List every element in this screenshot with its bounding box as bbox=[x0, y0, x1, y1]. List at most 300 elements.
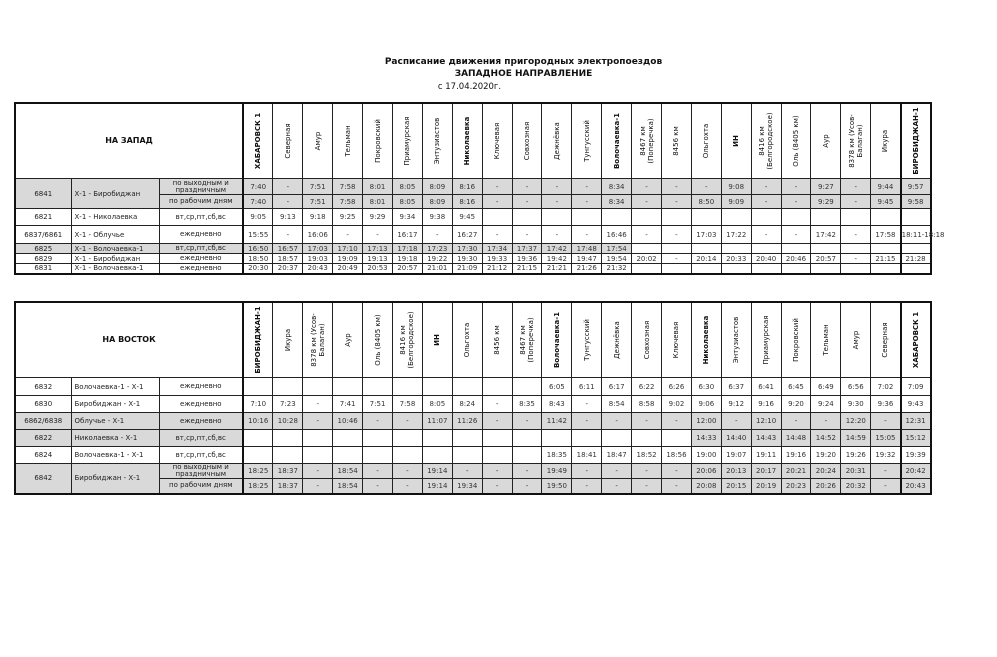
time-cell: 18:57 bbox=[273, 254, 303, 264]
station-header bbox=[482, 302, 512, 378]
time-cell: 17:03 bbox=[691, 226, 721, 244]
time-cell: 7:51 bbox=[303, 195, 333, 209]
train-row bbox=[15, 413, 931, 430]
time-cell: 20:53 bbox=[363, 264, 393, 274]
time-cell: 9:44 bbox=[871, 179, 901, 195]
station-header bbox=[841, 103, 871, 179]
time-cell: 18:35 bbox=[542, 447, 572, 464]
time-cell: - bbox=[512, 195, 542, 209]
train-number: 6842 bbox=[15, 464, 71, 494]
time-cell: - bbox=[422, 226, 452, 244]
time-cell: 20:57 bbox=[811, 254, 841, 264]
time-cell: 14:43 bbox=[751, 430, 781, 447]
time-cell: - bbox=[841, 226, 871, 244]
time-cell: 11:07 bbox=[422, 413, 452, 430]
operating-days: ежедневно bbox=[159, 226, 243, 244]
time-cell: 20:30 bbox=[243, 264, 273, 274]
time-cell: - bbox=[542, 179, 572, 195]
station-name: Ключевая bbox=[672, 321, 681, 359]
operating-days: по выходным и праздничным bbox=[159, 179, 243, 195]
train-number: 6821 bbox=[15, 209, 71, 226]
station-header bbox=[243, 302, 273, 378]
station-name: 8416 км (Белгородское) bbox=[399, 311, 416, 369]
time-cell: 7:40 bbox=[243, 179, 273, 195]
station-header bbox=[721, 302, 751, 378]
time-cell bbox=[422, 447, 452, 464]
time-cell bbox=[632, 264, 662, 274]
time-cell bbox=[303, 430, 333, 447]
train-route: Волочаевка-1 - Х-1 bbox=[71, 447, 159, 464]
time-cell bbox=[632, 430, 662, 447]
station-name: Совхозная bbox=[522, 121, 531, 161]
station-name: Аур bbox=[343, 333, 352, 347]
time-cell: - bbox=[452, 464, 482, 479]
station-header bbox=[841, 302, 871, 378]
station-name: ИН bbox=[732, 135, 741, 147]
time-cell: 7:58 bbox=[333, 179, 363, 195]
time-cell: - bbox=[303, 396, 333, 413]
train-row bbox=[15, 254, 931, 264]
time-cell bbox=[452, 447, 482, 464]
station-header bbox=[662, 302, 692, 378]
time-cell: - bbox=[333, 226, 363, 244]
time-cell: 9:43 bbox=[901, 396, 931, 413]
time-cell: - bbox=[273, 226, 303, 244]
time-cell: 19:54 bbox=[602, 254, 632, 264]
time-cell: - bbox=[572, 226, 602, 244]
station-header bbox=[333, 103, 363, 179]
time-cell: - bbox=[273, 179, 303, 195]
time-cell: 18:11-18:18 bbox=[901, 226, 931, 244]
time-cell: 18:37 bbox=[273, 479, 303, 494]
time-cell: 6:41 bbox=[751, 378, 781, 396]
station-name: Волочаевка-1 bbox=[612, 112, 621, 170]
time-cell: 18:47 bbox=[602, 447, 632, 464]
time-cell: - bbox=[512, 179, 542, 195]
time-cell: 9:05 bbox=[243, 209, 273, 226]
time-cell bbox=[572, 209, 602, 226]
direction-title: ЗАПАДНОЕ НАПРАВЛЕНИЕ bbox=[454, 69, 593, 79]
time-cell: - bbox=[363, 464, 393, 479]
time-cell: - bbox=[691, 179, 721, 195]
time-cell: 20:13 bbox=[721, 464, 751, 479]
time-cell: 15:05 bbox=[871, 430, 901, 447]
station-header bbox=[333, 302, 363, 378]
time-cell bbox=[751, 209, 781, 226]
time-cell: 16:50 bbox=[243, 244, 273, 254]
time-cell: 20:08 bbox=[691, 479, 721, 494]
time-cell: 19:39 bbox=[901, 447, 931, 464]
station-name: Тунгусский bbox=[582, 319, 591, 361]
time-cell: 21:21 bbox=[542, 264, 572, 274]
time-cell: 17:42 bbox=[542, 244, 572, 254]
station-header bbox=[871, 103, 901, 179]
time-cell bbox=[482, 430, 512, 447]
time-cell bbox=[602, 430, 632, 447]
time-cell: 16:17 bbox=[392, 226, 422, 244]
time-cell: - bbox=[363, 479, 393, 494]
station-header bbox=[632, 103, 662, 179]
time-cell: 9:25 bbox=[333, 209, 363, 226]
station-header bbox=[661, 103, 691, 179]
station-header bbox=[542, 302, 572, 378]
time-cell: - bbox=[602, 479, 632, 494]
time-cell: 14:40 bbox=[721, 430, 751, 447]
station-header bbox=[871, 302, 901, 378]
time-cell bbox=[422, 378, 452, 396]
station-name: Амур bbox=[313, 131, 322, 151]
time-cell: 19:26 bbox=[841, 447, 871, 464]
time-cell: 21:12 bbox=[482, 264, 512, 274]
station-header bbox=[512, 302, 542, 378]
time-cell: - bbox=[662, 413, 692, 430]
time-cell bbox=[452, 430, 482, 447]
time-cell: 20:17 bbox=[751, 464, 781, 479]
time-cell: - bbox=[632, 226, 662, 244]
time-cell: 12:20 bbox=[841, 413, 871, 430]
time-cell: 21:15 bbox=[871, 254, 901, 264]
time-cell: - bbox=[572, 464, 602, 479]
time-cell: 9:16 bbox=[751, 396, 781, 413]
station-header bbox=[452, 302, 482, 378]
train-number: 6862/6838 bbox=[15, 413, 71, 430]
time-cell bbox=[273, 378, 303, 396]
time-cell: - bbox=[542, 195, 572, 209]
time-cell bbox=[512, 430, 542, 447]
station-name: Энтузиастов bbox=[732, 316, 741, 364]
time-cell: 17:42 bbox=[811, 226, 841, 244]
station-header bbox=[392, 103, 422, 179]
station-name: 8467 км (Поперечка) bbox=[638, 118, 655, 164]
time-cell: 19:42 bbox=[542, 254, 572, 264]
time-cell: 19:18 bbox=[392, 254, 422, 264]
time-cell: 7:10 bbox=[243, 396, 273, 413]
time-cell: - bbox=[841, 254, 871, 264]
time-cell bbox=[392, 430, 422, 447]
time-cell: 9:20 bbox=[781, 396, 811, 413]
time-cell: - bbox=[303, 479, 333, 494]
time-cell bbox=[721, 244, 751, 254]
time-cell: 8:16 bbox=[452, 195, 482, 209]
time-cell: 6:11 bbox=[572, 378, 602, 396]
time-cell bbox=[661, 244, 691, 254]
time-cell bbox=[512, 378, 542, 396]
time-cell: 14:52 bbox=[811, 430, 841, 447]
time-cell: 21:01 bbox=[422, 264, 452, 274]
time-cell bbox=[901, 209, 931, 226]
time-cell: 6:26 bbox=[662, 378, 692, 396]
time-cell: 6:22 bbox=[632, 378, 662, 396]
operating-days: по рабочим дням bbox=[159, 195, 243, 209]
time-cell: 9:02 bbox=[662, 396, 692, 413]
time-cell: 19:09 bbox=[333, 254, 363, 264]
station-name: Амур bbox=[851, 330, 860, 350]
time-cell: 20:23 bbox=[781, 479, 811, 494]
time-cell: 7:58 bbox=[392, 396, 422, 413]
time-cell: 18:37 bbox=[273, 464, 303, 479]
time-cell bbox=[871, 244, 901, 254]
train-route: Х-1 - Волочаевка-1 bbox=[71, 264, 159, 274]
station-name: Ольгохта bbox=[702, 123, 711, 159]
time-cell: 17:13 bbox=[363, 244, 393, 254]
time-cell: - bbox=[392, 464, 422, 479]
time-cell: 6:45 bbox=[781, 378, 811, 396]
train-route: Х-1 - Николаевка bbox=[71, 209, 159, 226]
time-cell: 19:00 bbox=[691, 447, 721, 464]
station-header bbox=[452, 103, 482, 179]
time-cell: 8:09 bbox=[422, 179, 452, 195]
station-name: Покровский bbox=[373, 119, 382, 163]
train-number: 6837/6861 bbox=[15, 226, 71, 244]
time-cell: - bbox=[662, 464, 692, 479]
station-name: Покровский bbox=[792, 318, 800, 362]
time-cell: 18:41 bbox=[572, 447, 602, 464]
time-cell: 19:34 bbox=[452, 479, 482, 494]
station-name: Икура bbox=[283, 328, 292, 352]
time-cell: 20:15 bbox=[721, 479, 751, 494]
time-cell bbox=[482, 209, 512, 226]
time-cell: 20:02 bbox=[632, 254, 662, 264]
time-cell: 17:18 bbox=[392, 244, 422, 254]
time-cell: 17:22 bbox=[721, 226, 751, 244]
time-cell: 19:16 bbox=[781, 447, 811, 464]
time-cell: - bbox=[482, 413, 512, 430]
time-cell: 18:50 bbox=[243, 254, 273, 264]
time-cell: 19:07 bbox=[721, 447, 751, 464]
time-cell bbox=[482, 378, 512, 396]
time-cell: 7:41 bbox=[333, 396, 363, 413]
time-cell: 19:47 bbox=[572, 254, 602, 264]
station-header bbox=[751, 302, 781, 378]
time-cell: 11:42 bbox=[542, 413, 572, 430]
time-cell bbox=[482, 447, 512, 464]
time-cell: 9:45 bbox=[452, 209, 482, 226]
time-cell: 8:50 bbox=[691, 195, 721, 209]
time-cell: 9:38 bbox=[422, 209, 452, 226]
time-cell bbox=[243, 430, 273, 447]
time-cell: 20:42 bbox=[901, 464, 931, 479]
time-cell: - bbox=[781, 226, 811, 244]
time-cell bbox=[841, 264, 871, 274]
train-row bbox=[15, 179, 931, 195]
time-cell: 10:16 bbox=[243, 413, 273, 430]
train-route: Биробиджан - Х-1 bbox=[71, 396, 159, 413]
station-header bbox=[691, 302, 721, 378]
time-cell: 9:36 bbox=[871, 396, 901, 413]
train-row bbox=[15, 264, 931, 274]
time-cell: - bbox=[632, 479, 662, 494]
time-cell: 18:54 bbox=[333, 464, 363, 479]
time-cell: 7:02 bbox=[871, 378, 901, 396]
time-cell: 19:50 bbox=[542, 479, 572, 494]
time-cell: 14:48 bbox=[781, 430, 811, 447]
time-cell: - bbox=[871, 413, 901, 430]
time-cell bbox=[303, 447, 333, 464]
time-cell: 19:30 bbox=[452, 254, 482, 264]
time-cell: 7:51 bbox=[363, 396, 393, 413]
time-cell: 8:05 bbox=[392, 195, 422, 209]
time-cell: 7:23 bbox=[273, 396, 303, 413]
time-cell: - bbox=[363, 226, 393, 244]
time-cell bbox=[871, 264, 901, 274]
time-cell bbox=[602, 209, 632, 226]
time-cell bbox=[303, 378, 333, 396]
station-header bbox=[811, 103, 841, 179]
time-cell: 7:51 bbox=[303, 179, 333, 195]
time-cell: 19:22 bbox=[422, 254, 452, 264]
time-cell bbox=[392, 378, 422, 396]
time-cell bbox=[542, 430, 572, 447]
time-cell bbox=[901, 244, 931, 254]
time-cell: 20:49 bbox=[333, 264, 363, 274]
time-cell: - bbox=[512, 413, 542, 430]
time-cell bbox=[661, 264, 691, 274]
time-cell: 9:57 bbox=[901, 179, 931, 195]
time-cell: - bbox=[512, 226, 542, 244]
time-cell bbox=[452, 378, 482, 396]
time-cell: 19:20 bbox=[811, 447, 841, 464]
time-cell: 18:54 bbox=[333, 479, 363, 494]
train-number: 6830 bbox=[15, 396, 71, 413]
station-name: Дежнёвка bbox=[552, 122, 561, 160]
train-number: 6831 bbox=[15, 264, 71, 274]
station-header bbox=[482, 103, 512, 179]
station-header bbox=[303, 302, 333, 378]
train-number: 6822 bbox=[15, 430, 71, 447]
time-cell: 9:58 bbox=[901, 195, 931, 209]
time-cell: 8:34 bbox=[602, 179, 632, 195]
station-header bbox=[901, 302, 931, 378]
time-cell: - bbox=[751, 179, 781, 195]
operating-days: по рабочим дням bbox=[159, 479, 243, 494]
time-cell: - bbox=[542, 226, 572, 244]
time-cell: 19:03 bbox=[303, 254, 333, 264]
station-name: Северная bbox=[283, 123, 292, 159]
effective-date: с 17.04.2020г. bbox=[437, 82, 502, 92]
train-route: Х-1 - Биробиджан bbox=[71, 179, 159, 209]
station-name: Тельман bbox=[343, 125, 352, 157]
station-header bbox=[363, 302, 393, 378]
train-route: Х-1 - Облучье bbox=[71, 226, 159, 244]
time-cell: - bbox=[602, 413, 632, 430]
time-cell bbox=[512, 209, 542, 226]
time-cell bbox=[542, 209, 572, 226]
direction-heading: НА ВОСТОК bbox=[15, 302, 243, 378]
time-cell: - bbox=[781, 179, 811, 195]
station-name: БИРОБИДЖАН-1 bbox=[911, 107, 920, 175]
station-name: Волочаевка-1 bbox=[552, 311, 561, 369]
time-cell bbox=[781, 264, 811, 274]
station-header bbox=[691, 103, 721, 179]
time-cell: - bbox=[632, 179, 662, 195]
time-cell: 9:12 bbox=[721, 396, 751, 413]
time-cell bbox=[512, 447, 542, 464]
time-cell bbox=[333, 378, 363, 396]
station-name: Николаевка bbox=[702, 315, 711, 365]
time-cell: 20:43 bbox=[901, 479, 931, 494]
time-cell: 20:46 bbox=[781, 254, 811, 264]
station-header bbox=[781, 103, 811, 179]
station-header bbox=[751, 103, 781, 179]
station-header bbox=[811, 302, 841, 378]
time-cell: 19:14 bbox=[422, 479, 452, 494]
station-name: ХАБАРОВСК 1 bbox=[254, 112, 263, 170]
station-name: Икура bbox=[881, 129, 890, 153]
time-cell bbox=[273, 430, 303, 447]
station-name: Совхозная bbox=[642, 320, 651, 360]
station-header bbox=[392, 302, 422, 378]
time-cell bbox=[811, 264, 841, 274]
station-name: 8456 км bbox=[672, 126, 681, 156]
time-cell: 20:21 bbox=[781, 464, 811, 479]
westbound-timetable bbox=[14, 102, 945, 275]
station-name: Энтузиастов bbox=[433, 117, 442, 165]
train-route: Х-1 - Волочаевка-1 bbox=[71, 244, 159, 254]
time-cell: 8:24 bbox=[452, 396, 482, 413]
time-cell bbox=[691, 264, 721, 274]
time-cell: 11:26 bbox=[452, 413, 482, 430]
station-name: Приамурская bbox=[403, 116, 412, 166]
time-cell: 20:19 bbox=[751, 479, 781, 494]
train-row bbox=[15, 244, 931, 254]
station-name: Ольгохта bbox=[463, 322, 472, 358]
station-header bbox=[512, 103, 542, 179]
time-cell: 17:37 bbox=[512, 244, 542, 254]
eastbound-timetable bbox=[14, 301, 932, 495]
time-cell: 9:06 bbox=[691, 396, 721, 413]
time-cell: 9:13 bbox=[273, 209, 303, 226]
train-row bbox=[15, 447, 931, 464]
station-header bbox=[901, 103, 931, 179]
station-header bbox=[422, 103, 452, 179]
station-header bbox=[422, 302, 452, 378]
time-cell: - bbox=[482, 179, 512, 195]
time-cell: 6:49 bbox=[811, 378, 841, 396]
time-cell bbox=[273, 447, 303, 464]
train-row bbox=[15, 226, 931, 244]
time-cell bbox=[422, 430, 452, 447]
time-cell: - bbox=[662, 479, 692, 494]
time-cell: 9:09 bbox=[721, 195, 751, 209]
time-cell: 18:56 bbox=[662, 447, 692, 464]
time-cell: 17:23 bbox=[422, 244, 452, 254]
time-cell: 8:58 bbox=[632, 396, 662, 413]
time-cell: 17:58 bbox=[871, 226, 901, 244]
direction-heading: НА ЗАПАД bbox=[15, 103, 243, 179]
time-cell bbox=[243, 378, 273, 396]
time-cell: 9:45 bbox=[871, 195, 901, 209]
station-name: Приамурская bbox=[762, 315, 771, 365]
time-cell: 16:57 bbox=[273, 244, 303, 254]
time-cell: 15:12 bbox=[901, 430, 931, 447]
time-cell: 20:37 bbox=[273, 264, 303, 274]
time-cell: 12:31 bbox=[901, 413, 931, 430]
station-name: Оль (8405 км) bbox=[373, 314, 382, 366]
time-cell: 9:18 bbox=[303, 209, 333, 226]
time-cell: - bbox=[512, 464, 542, 479]
time-cell: - bbox=[751, 195, 781, 209]
time-cell bbox=[691, 209, 721, 226]
station-name: Оль (8405 км) bbox=[791, 115, 800, 167]
time-cell: 9:24 bbox=[811, 396, 841, 413]
station-name: 8456 км bbox=[493, 325, 502, 355]
time-cell: - bbox=[572, 195, 602, 209]
time-cell: - bbox=[661, 195, 691, 209]
time-cell: 20:31 bbox=[841, 464, 871, 479]
document-title: Расписание движения пригородных электропоездов bbox=[384, 57, 663, 67]
time-cell: 6:30 bbox=[691, 378, 721, 396]
time-cell: - bbox=[602, 464, 632, 479]
